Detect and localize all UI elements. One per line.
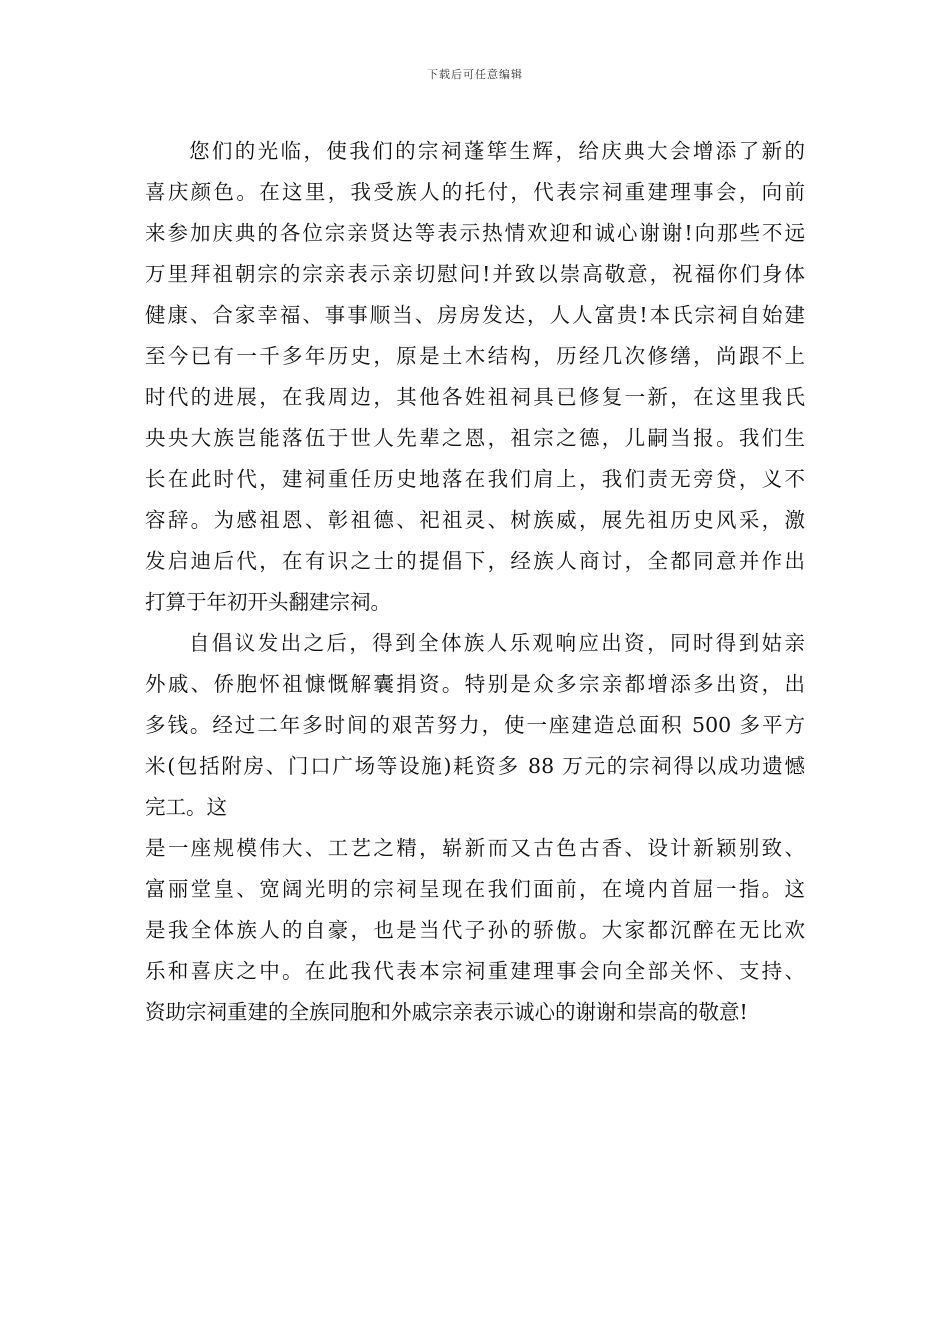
text-line: 多钱。经过二年多时间的艰苦努力，使一座建造总面积 500 多平方 bbox=[145, 713, 805, 737]
text-line: 米(包括附房、门口广场等设施)耗资多 88 万元的宗祠得以成功遗憾 bbox=[145, 754, 805, 778]
text-line: 是我全体族人的自豪，也是当代子孙的骄傲。大家都沉醉在无比欢 bbox=[145, 918, 805, 942]
text-line: 是一座规模伟大、工艺之精，崭新而又古色古香、设计新颖别致、 bbox=[145, 836, 805, 860]
text-line: 万里拜祖朝宗的宗亲表示亲切慰问!并致以崇高敬意，祝福你们身体 bbox=[145, 262, 805, 286]
text-line: 长在此时代，建祠重任历史地落在我们肩上，我们责无旁贷，义不 bbox=[145, 467, 805, 491]
text-line: 容辞。为感祖恩、彰祖德、祀祖灵、树族威，展先祖历史风采，激 bbox=[145, 508, 805, 532]
page-header: 下载后可任意编辑 bbox=[427, 68, 523, 81]
text-line: 资助宗祠重建的全族同胞和外戚宗亲表示诚心的谢谢和崇高的敬意! bbox=[145, 1000, 748, 1024]
paragraph bbox=[145, 131, 805, 623]
text-line: 完工。这 bbox=[145, 795, 227, 819]
text-line: 健康、合家幸福、事事顺当、房房发达，人人富贵!本氏宗祠自始建 bbox=[145, 303, 805, 327]
text-line: 您们的光临，使我们的宗祠蓬筚生辉，给庆典大会增添了新的 bbox=[189, 139, 805, 163]
text-line: 时代的进展，在我周边，其他各姓祖祠具已修复一新，在这里我氏 bbox=[145, 385, 805, 409]
text-line: 打算于年初开头翻建宗祠。 bbox=[145, 590, 391, 614]
paragraph bbox=[145, 623, 805, 828]
text-line: 至今已有一千多年历史，原是土木结构，历经几次修缮，尚跟不上 bbox=[145, 344, 805, 368]
text-line: 发启迪后代，在有识之士的提倡下，经族人商讨，全都同意并作出 bbox=[145, 549, 805, 573]
text-line: 富丽堂皇、宽阔光明的宗祠呈现在我们面前，在境内首屈一指。这 bbox=[145, 877, 805, 901]
text-line: 来参加庆典的各位宗亲贤达等表示热情欢迎和诚心谢谢!向那些不远 bbox=[145, 221, 805, 245]
text-line: 外戚、侨胞怀祖慷慨解囊捐资。特别是众多宗亲都增添多出资，出 bbox=[145, 672, 805, 696]
document-body bbox=[145, 131, 805, 1033]
text-line: 喜庆颜色。在这里，我受族人的托付，代表宗祠重建理事会，向前 bbox=[145, 180, 805, 204]
text-line: 乐和喜庆之中。在此我代表本宗祠重建理事会向全部关怀、支持、 bbox=[145, 959, 805, 983]
paragraph bbox=[145, 828, 805, 1033]
text-line: 央央大族岂能落伍于世人先辈之恩，祖宗之德，儿嗣当报。我们生 bbox=[145, 426, 805, 450]
text-line: 自倡议发出之后，得到全体族人乐观响应出资，同时得到姑亲 bbox=[189, 631, 805, 655]
